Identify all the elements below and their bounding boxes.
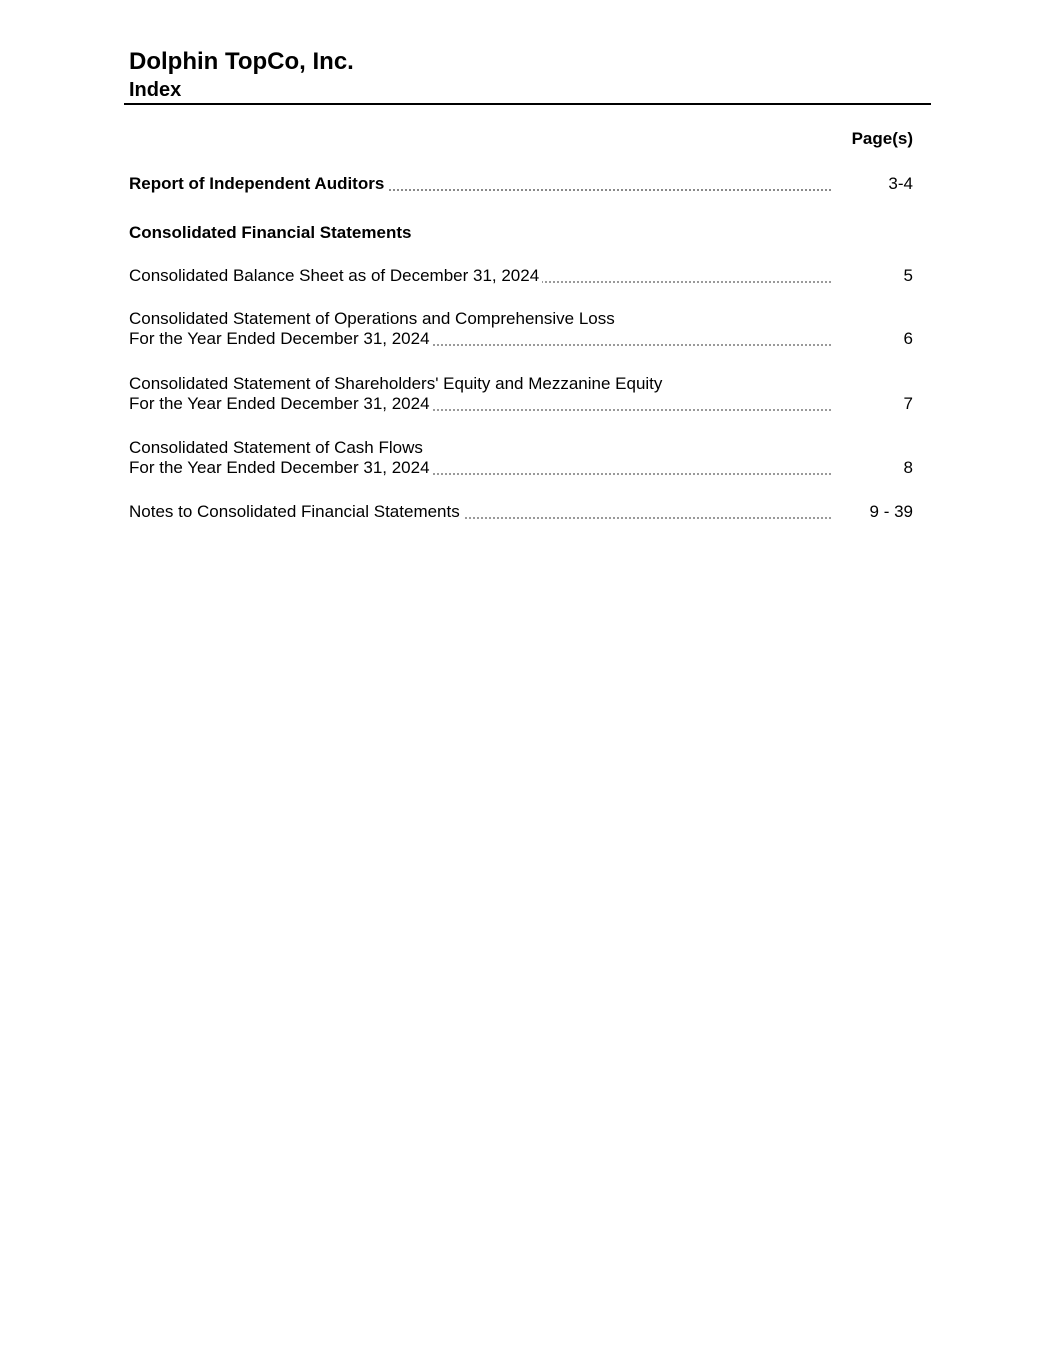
toc-entry-balance-sheet[interactable] bbox=[129, 266, 913, 286]
section-heading: Consolidated Financial Statements bbox=[129, 223, 412, 242]
pages-column-header: Page(s) bbox=[851, 129, 913, 148]
toc-entry-page: 3-4 bbox=[888, 174, 913, 193]
toc-entry-page: 6 bbox=[903, 329, 913, 348]
toc-entry-operations-title[interactable]: Consolidated Statement of Operations and Comprehensive Loss bbox=[129, 309, 615, 328]
toc-entry-cash-flows-title[interactable]: Consolidated Statement of Cash Flows bbox=[129, 438, 423, 457]
toc-entry-page: 5 bbox=[903, 266, 913, 285]
toc-entry-notes[interactable] bbox=[129, 502, 913, 522]
toc-entry-label: For the Year Ended December 31, 2024 bbox=[129, 458, 433, 478]
toc-entry-label: Report of Independent Auditors bbox=[129, 174, 387, 194]
header-rule bbox=[124, 103, 931, 105]
toc-entry-page: 8 bbox=[903, 458, 913, 477]
toc-entry-label: For the Year Ended December 31, 2024 bbox=[129, 394, 433, 414]
toc-entry-equity[interactable] bbox=[129, 394, 913, 414]
toc-entry-equity-title[interactable]: Consolidated Statement of Shareholders' Equity and Mezzanine Equity bbox=[129, 374, 663, 393]
toc-entry-label: For the Year Ended December 31, 2024 bbox=[129, 329, 433, 349]
toc-entry-label: Notes to Consolidated Financial Statements bbox=[129, 502, 463, 522]
page-title: Index bbox=[129, 79, 182, 101]
toc-entry-page: 9 - 39 bbox=[869, 502, 913, 521]
toc-entry-operations[interactable] bbox=[129, 329, 913, 349]
toc-entry-label: Consolidated Balance Sheet as of December 31, 2024 bbox=[129, 266, 542, 286]
company-name: Dolphin TopCo, Inc. bbox=[129, 48, 354, 75]
toc-entry-auditors-report[interactable] bbox=[129, 174, 913, 194]
toc-entry-page: 7 bbox=[903, 394, 913, 413]
toc-entry-cash-flows[interactable] bbox=[129, 458, 913, 478]
